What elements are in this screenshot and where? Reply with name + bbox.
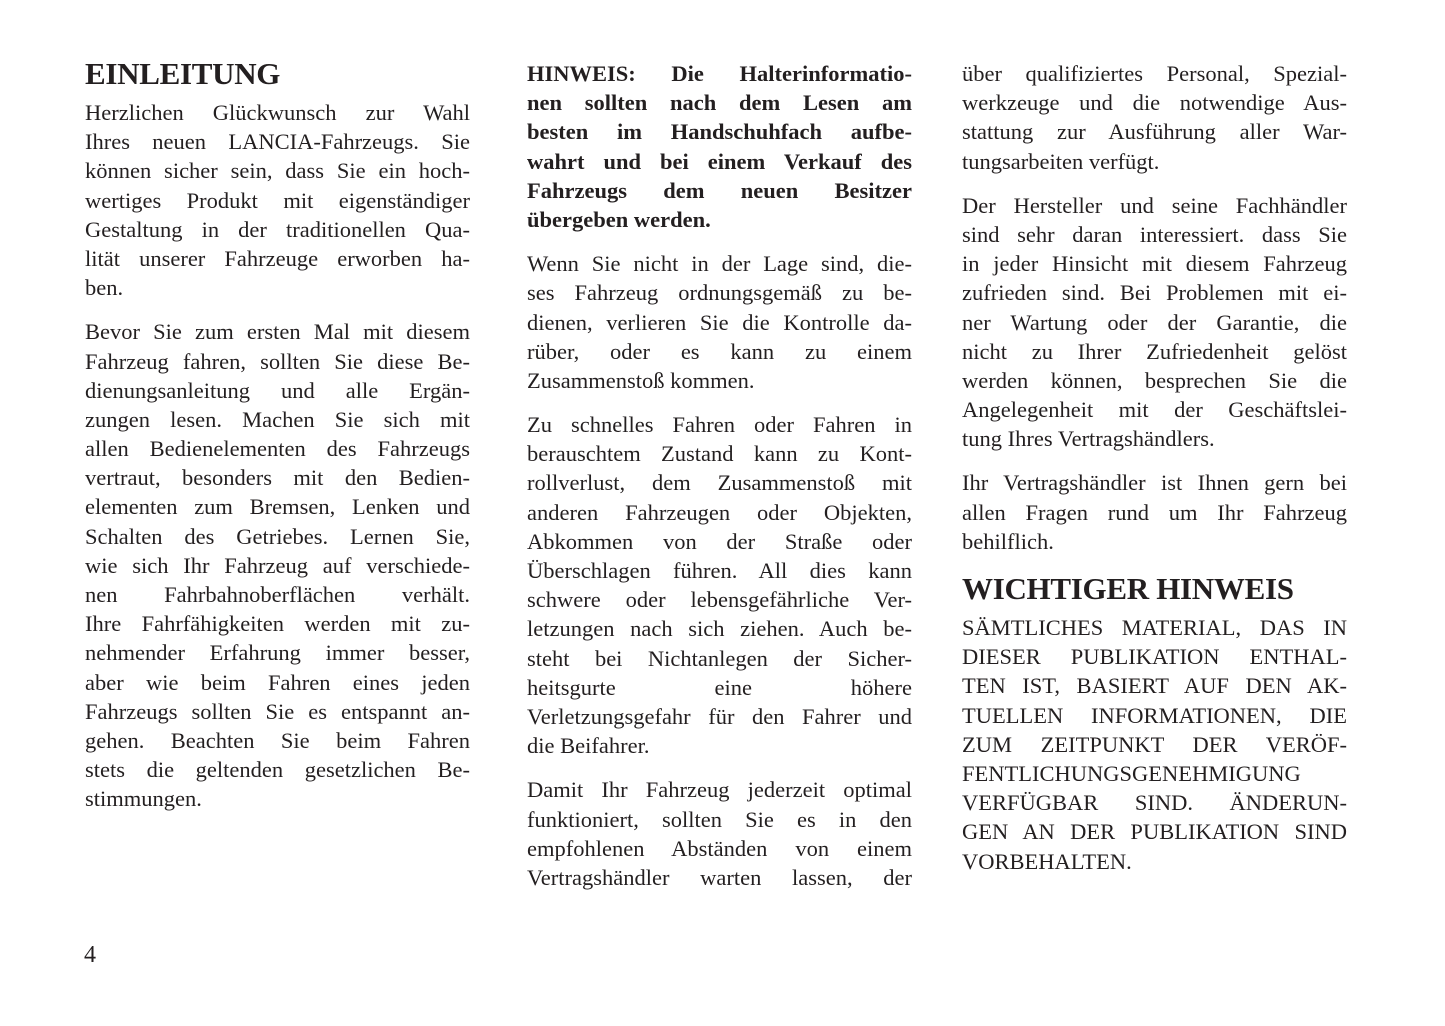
text-line: aber wie beim Fahren eines jeden xyxy=(85,669,470,695)
text-line: lität unserer Fahrzeuge erworben ha- xyxy=(85,245,470,271)
text-line: VERFÜGBAR SIND. ÄNDERUN- xyxy=(962,790,1347,816)
text-line: stimmungen. xyxy=(85,786,202,812)
text-line: heitsgurte eine höhere xyxy=(527,674,912,700)
text-line: nicht zu Ihrer Zufriedenheit gelöst xyxy=(962,338,1347,364)
paragraph xyxy=(962,191,1347,454)
text-line: Verletzungsgefahr für den Fahrer und xyxy=(527,703,912,729)
text-line: besten im Handschuhfach aufbe- xyxy=(527,119,912,145)
text-line: ner Wartung oder der Garantie, die xyxy=(962,309,1347,335)
text-line: Abkommen von der Straße oder xyxy=(527,528,912,554)
text-line: ben. xyxy=(85,275,124,301)
section-heading: WICHTIGER HINWEIS xyxy=(962,571,1294,606)
text-line: Überschlagen führen. All dies kann xyxy=(527,558,912,583)
text-line: ses Fahrzeug ordnungsgemäß zu be- xyxy=(527,280,912,306)
text-line: funktioniert, sollten Sie es in den xyxy=(527,806,912,832)
text-line: Ihre Fahrfähigkeiten werden mit zu- xyxy=(85,611,470,637)
text-line: Ihr Vertragshändler ist Ihnen gern bei xyxy=(962,470,1347,496)
text-line: werkzeuge und die notwendige Aus- xyxy=(962,90,1347,116)
paragraph xyxy=(962,613,1347,876)
text-line: Gestaltung in der traditionellen Qua- xyxy=(85,216,470,242)
text-line: zufrieden sind. Bei Problemen mit ei- xyxy=(962,280,1347,306)
text-line: elementen zum Bremsen, Lenken und xyxy=(85,494,470,520)
text-line: Vertragshändler warten lassen, der xyxy=(527,864,912,890)
text-line: VORBEHALTEN. xyxy=(962,848,1132,874)
text-line: Zusammenstoß kommen. xyxy=(527,367,755,393)
text-line: tungsarbeiten verfügt. xyxy=(962,148,1160,174)
text-line: Bevor Sie zum ersten Mal mit diesem xyxy=(85,319,470,345)
text-line: die Beifahrer. xyxy=(527,733,650,759)
text-line: übergeben werden. xyxy=(527,206,711,232)
text-line: HINWEIS: Die Halterinformatio- xyxy=(527,61,912,86)
text-line: wahrt und bei einem Verkauf des xyxy=(527,148,912,174)
section-heading: EINLEITUNG xyxy=(85,56,281,91)
text-line: Wenn Sie nicht in der Lage sind, die- xyxy=(527,251,912,277)
paragraph xyxy=(527,410,912,760)
column-3 xyxy=(962,59,1347,891)
text-line: Der Hersteller und seine Fachhändler xyxy=(962,192,1347,218)
text-line: steht bei Nichtanlegen der Sicher- xyxy=(527,645,912,671)
text-line: DIESER PUBLIKATION ENTHAL- xyxy=(962,644,1347,670)
text-line: vertraut, besonders mit den Bedien- xyxy=(85,465,470,491)
text-line: nen sollten nach dem Lesen am xyxy=(527,90,912,116)
text-line: stattung zur Ausführung aller War- xyxy=(962,119,1347,145)
text-line: berauschtem Zustand kann zu Kont- xyxy=(527,441,912,467)
text-line: rollverlust, dem Zusammenstoß mit xyxy=(527,470,912,496)
text-line: über qualifiziertes Personal, Spezial- xyxy=(962,61,1347,86)
page-number: 4 xyxy=(84,942,96,968)
paragraph xyxy=(85,317,470,813)
text-line: Schalten des Getriebes. Lernen Sie, xyxy=(85,523,470,549)
text-line: Herzlichen Glückwunsch zur Wahl xyxy=(85,100,470,125)
paragraph xyxy=(962,59,1347,176)
text-line: Fahrzeugs dem neuen Besitzer xyxy=(527,177,912,203)
text-line: nen Fahrbahnoberflächen verhält. xyxy=(85,582,470,607)
text-line: dienen, verlieren Sie die Kontrolle da- xyxy=(527,309,912,335)
paragraph xyxy=(527,249,912,395)
text-line: rüber, oder es kann zu einem xyxy=(527,338,912,364)
text-line: allen Bedienelementen des Fahrzeugs xyxy=(85,436,470,462)
text-line: dienungsanleitung und alle Ergän- xyxy=(85,377,470,403)
paragraph xyxy=(85,98,470,302)
text-line: sind sehr daran interessiert. dass Sie xyxy=(962,221,1347,247)
paragraph xyxy=(527,775,912,892)
text-line: ZUM ZEITPUNKT DER VERÖF- xyxy=(962,731,1347,757)
text-line: in jeder Hinsicht mit diesem Fahrzeug xyxy=(962,251,1347,277)
text-line: gehen. Beachten Sie beim Fahren xyxy=(85,727,470,753)
text-line: Ihres neuen LANCIA-Fahrzeugs. Sie xyxy=(85,129,470,155)
text-line: werden können, besprechen Sie die xyxy=(962,367,1347,393)
text-line: anderen Fahrzeugen oder Objekten, xyxy=(527,499,912,525)
text-line: nehmender Erfahrung immer besser, xyxy=(85,640,470,666)
text-line: Angelegenheit mit der Geschäftslei- xyxy=(962,397,1347,423)
text-line: SÄMTLICHES MATERIAL, DAS IN xyxy=(962,615,1347,640)
text-line: wertiges Produkt mit eigenständiger xyxy=(85,187,470,213)
text-line: zungen lesen. Machen Sie sich mit xyxy=(85,406,470,432)
text-line: allen Fragen rund um Ihr Fahrzeug xyxy=(962,499,1347,525)
text-line: tung Ihres Vertragshändlers. xyxy=(962,426,1215,452)
text-line: wie sich Ihr Fahrzeug auf verschiede- xyxy=(85,552,470,578)
text-line: TEN IST, BASIERT AUF DEN AK- xyxy=(962,673,1347,699)
text-line: GEN AN DER PUBLIKATION SIND xyxy=(962,819,1347,845)
notice-paragraph xyxy=(527,59,912,234)
text-line: TUELLEN INFORMATIONEN, DIE xyxy=(962,702,1347,728)
text-line: behilflich. xyxy=(962,528,1054,554)
text-line: Damit Ihr Fahrzeug jederzeit optimal xyxy=(527,777,912,803)
text-line: FENTLICHUNGSGENEHMIGUNG xyxy=(962,760,1301,786)
text-line: schwere oder lebensgefährliche Ver- xyxy=(527,587,912,613)
column-1 xyxy=(85,56,470,829)
text-line: Fahrzeug fahren, sollten Sie diese Be- xyxy=(85,348,470,374)
paragraph xyxy=(962,468,1347,556)
column-2 xyxy=(527,59,912,907)
text-line: Fahrzeugs sollten Sie es entspannt an- xyxy=(85,698,470,724)
text-line: Zu schnelles Fahren oder Fahren in xyxy=(527,412,912,438)
text-line: empfohlenen Abständen von einem xyxy=(527,835,912,861)
text-line: letzungen nach sich ziehen. Auch be- xyxy=(527,616,912,642)
text-line: können sicher sein, dass Sie ein hoch- xyxy=(85,158,470,184)
text-line: stets die geltenden gesetzlichen Be- xyxy=(85,757,470,783)
